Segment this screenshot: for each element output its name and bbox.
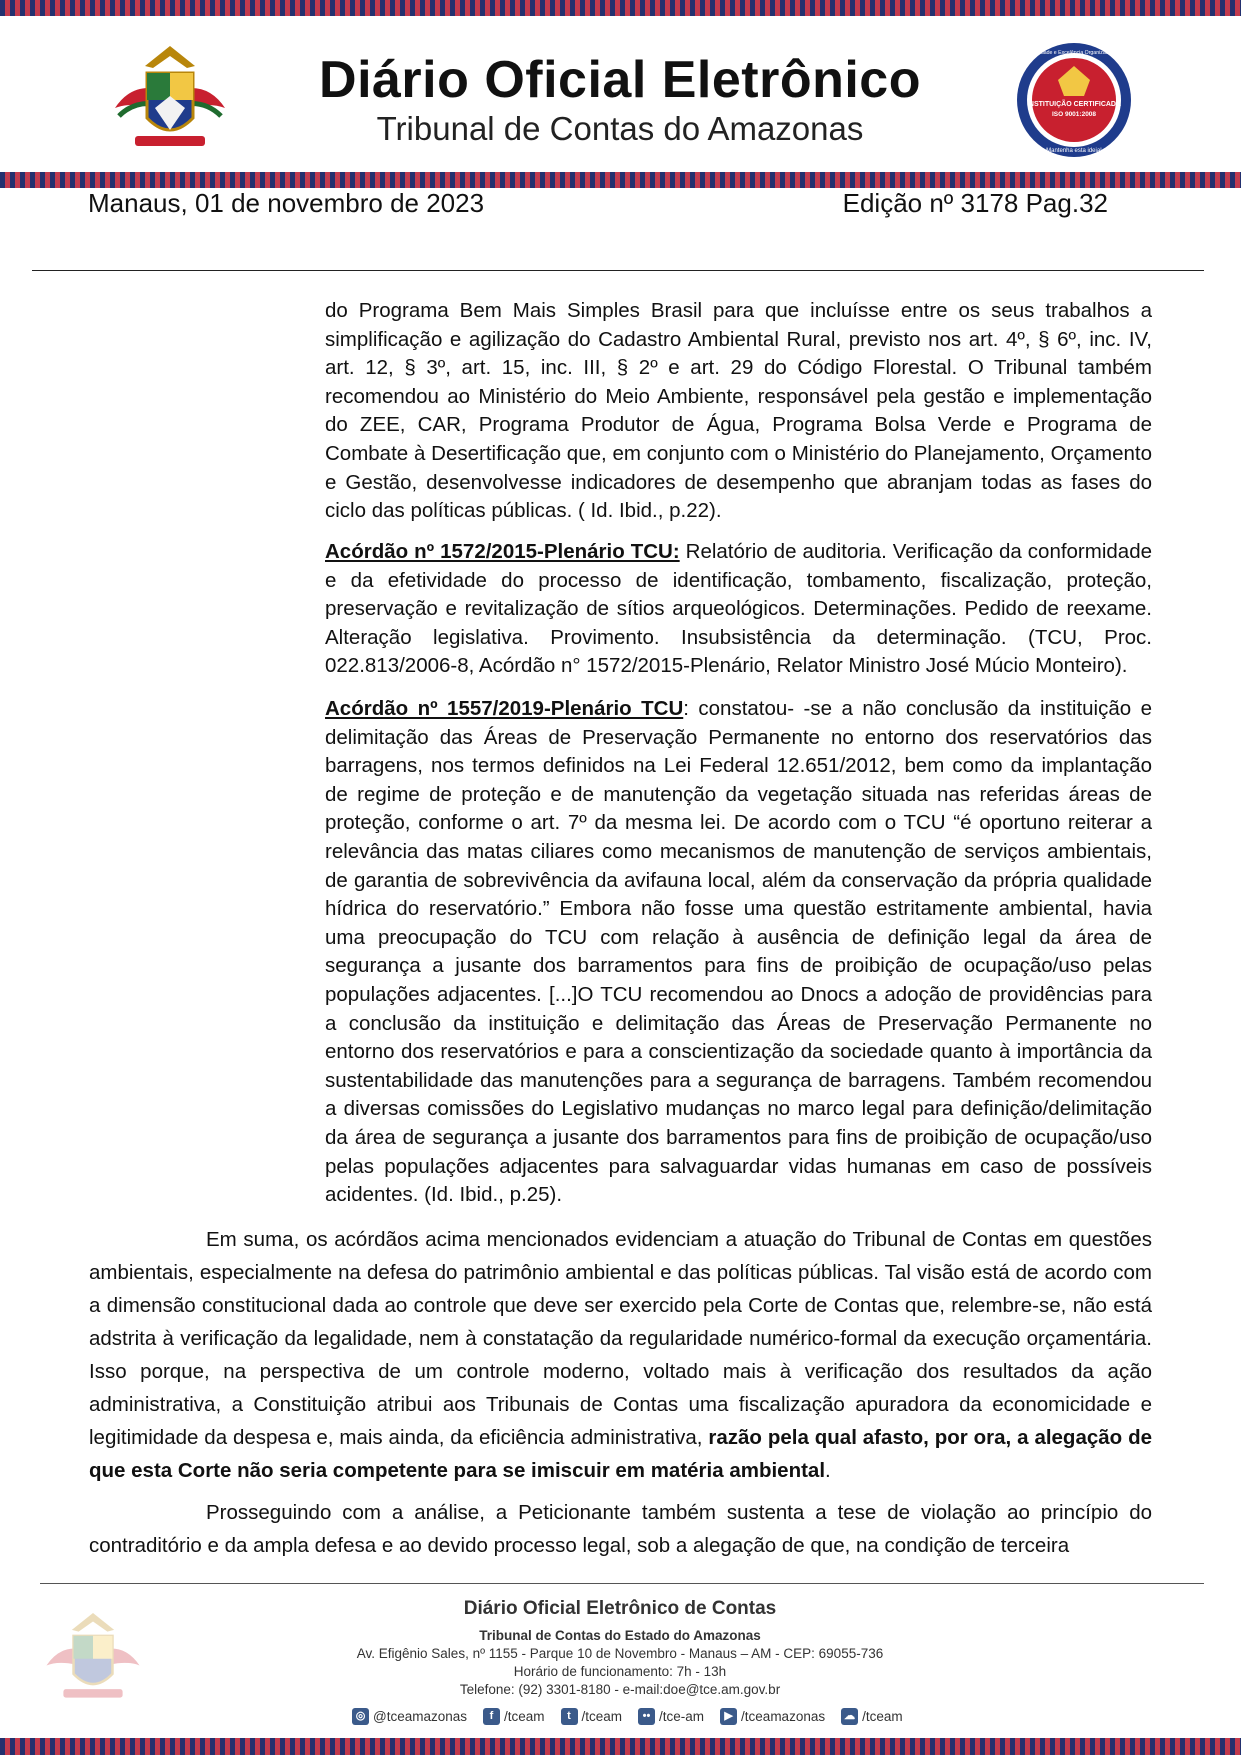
gazette-title: Diário Oficial Eletrônico xyxy=(319,51,921,109)
footer-social-links xyxy=(352,1706,912,1726)
social-soundcloud-label: /tceam xyxy=(862,1708,903,1724)
seal-iso-label: ISO 9001:2008 xyxy=(1051,111,1097,118)
edition-page: Edição nº 3178 Pag.32 xyxy=(842,188,1108,218)
footer-bottom-stripe xyxy=(0,1738,1241,1755)
social-twitter[interactable] xyxy=(561,1706,623,1726)
paragraph-1-text: Em suma, os acórdãos acima mencionados evidenciam a atuação do Tribunal de Contas em questões ambientais, especialmente na defesa do patrimônio ambiental e das políticas públicas. Tal visão está de acordo com a dimensão constitucional dada ao controle que deve ser exercido pela Corte de Contas que, relembre-se, não está adstrita à verificação da legalidade, nem à constatação da regularidade numérico-formal da execução orçamentária. Isso porque, na perspectiva de um controle moderno, voltado mais à verificação dos resultados da ação administrativa, a Constituição atribui aos Tribunais de Contas uma fiscalização apuradora da economicidade e legitimidade da despesa e, mais ainda, da eficiência administrativa, xyxy=(89,1228,1152,1449)
paragraph-1-bold: razão pela qual afasto, por ora, a alegação de que esta Corte não seria competente para se imiscuir em matéria ambiental xyxy=(89,1426,1152,1482)
place-date: Manaus, 01 de novembro de 2023 xyxy=(88,188,485,218)
youtube-icon: ▶ xyxy=(720,1708,737,1725)
twitter-icon: t xyxy=(561,1708,578,1725)
header-top-stripe xyxy=(0,0,1241,16)
body-paragraph-2: Prosseguindo com a análise, a Peticionante também sustenta a tese de violação ao princípio do contraditório e da ampla defesa e ao devido processo legal, sob a alegação de que, na condição de terceira xyxy=(89,1501,1152,1557)
paragraph-1-end: . xyxy=(825,1459,831,1482)
social-instagram[interactable] xyxy=(352,1706,467,1726)
seal-bottom-label: Mantenha esta ideia! xyxy=(1046,148,1102,154)
flickr-icon: •• xyxy=(638,1708,655,1725)
seal-top-label: Qualidade e Excelência Organizacional xyxy=(1028,50,1120,56)
tce-coat-of-arms-logo xyxy=(105,38,235,158)
edition-meta-row xyxy=(88,188,1108,228)
quote-block-1: do Programa Bem Mais Simples Brasil para que incluísse entre os seus trabalhos a simplificação e agilização do Cadastro Ambiental Rural, previsto nos art. 4º, § 6º, inc. IV, art. 12, § 3º, art. 15, inc. III, § 2º e art. 29 do Código Florestal. O Tribunal também recomendou ao Ministério do Meio Ambiente, responsável pela gestão e implementação do ZEE, CAR, Programa Produtor de Água, Programa Bolsa Verde e Programa de Combate à Desertificação que, em conjunto com o Ministério do Planejamento, Orçamento e Gestão, desenvolvesse indicadores de desempenho que abranjam todas as fases do ciclo das políticas públicas. ( Id. Ibid., p.22). xyxy=(325,299,1152,523)
facebook-icon: f xyxy=(483,1708,500,1725)
footer-watermark-logo xyxy=(38,1598,148,1716)
quote-block-acordao-1572 xyxy=(325,538,1152,681)
social-flickr-label: /tce-am xyxy=(659,1708,705,1724)
acordao-1557-label: Acórdão nº 1557/2019-Plenário TCU xyxy=(325,697,684,720)
seal-certified-label: INSTITUIÇÃO CERTIFICADA xyxy=(1026,101,1122,108)
soundcloud-icon: ☁ xyxy=(841,1708,858,1725)
social-facebook[interactable] xyxy=(483,1706,545,1726)
social-youtube-label: /tceamazonas xyxy=(741,1708,826,1724)
social-twitter-label: /tceam xyxy=(581,1708,623,1724)
iso-certification-seal xyxy=(1014,40,1134,160)
footer-title: Diário Oficial Eletrônico de Contas xyxy=(463,1598,777,1619)
social-youtube[interactable] xyxy=(720,1706,825,1726)
instagram-icon: ◎ xyxy=(352,1708,369,1725)
acordao-1572-label: Acórdão nº 1572/2015-Plenário TCU: xyxy=(325,540,680,563)
acordao-1572-text: Relatório de auditoria. Verificação da conformidade e da efetividade do processo de identificação, tombamento, fiscalização, proteção, preservação e revitalização de sítios arqueológicos. Determinações. Pedido de reexame. Alteração legislativa. Provimento. Insubsistência da determinação. (TCU, Proc. 022.813/2006-8, Acórdão n° 1572/2015-Plenário, Relator Ministro José Múcio Monteiro). xyxy=(325,540,1152,678)
social-facebook-label: /tceam xyxy=(504,1708,545,1724)
footer-contact: Telefone: (92) 3301-8180 - e-mail:doe@tce.am.gov.br xyxy=(459,1682,781,1697)
social-soundcloud[interactable] xyxy=(841,1706,903,1726)
footer-divider xyxy=(40,1583,1204,1584)
acordao-1557-text: : constatou- -se a não conclusão da instituição e delimitação das Áreas de Preservação Permanente no entorno dos reservatórios das barragens, nos termos definidos na Lei Federal 12.651/2012, bem como da implantação de regime de proteção e de manutenção da vegetação situada nas referidas áreas de proteção, conforme o art. 7º da mesma lei. De acordo com o TCU “é oportuno reiterar a relevância das matas ciliares como mecanismos de manutenção de serviços ambientais, de garantia de sobrevivência da avifauna local, além da conservação da própria qualidade hídrica do reservatório.” Embora não fosse uma questão estritamente ambiental, havia uma preocupação do TCU com relação à ausência de definição legal da área de segurança a jusante dos barramentos para fins de proibição de ocupação/uso pelas populações adjacentes. [...]O TCU recomendou ao Dnocs a adoção de providências para a conclusão da instituição e delimitação das Áreas de Preservação Permanente no entorno dos reservatórios e para a conscientização da sociedade quanto à importância da sustentabilidade das manutenções para a segurança de barragens. Também recomendou a diversas comissões do Legislativo mudanças no marco legal para definição/delimitação da área de segurança a jusante dos barramentos para fins de proibição de ocupação/uso pelas populações adjacentes para salvaguardar vidas humanas em caso de possíveis acidentes. (Id. Ibid., p.25). xyxy=(325,697,1152,1207)
footer-address: Av. Efigênio Sales, nº 1155 - Parque 10 de Novembro - Manaus – AM - CEP: 69055-736 xyxy=(356,1646,884,1661)
body-paragraph-1 xyxy=(89,1223,1152,1487)
footer-org: Tribunal de Contas do Estado do Amazonas xyxy=(479,1628,761,1643)
social-instagram-label: @tceamazonas xyxy=(373,1708,467,1724)
social-flickr[interactable] xyxy=(638,1706,704,1726)
footer-hours: Horário de funcionamento: 7h - 13h xyxy=(513,1664,727,1679)
gazette-subtitle: Tribunal de Contas do Amazonas xyxy=(376,110,864,147)
header-bottom-stripe xyxy=(0,172,1241,188)
meta-divider xyxy=(32,270,1204,271)
quote-block-acordao-1557 xyxy=(325,695,1152,1210)
